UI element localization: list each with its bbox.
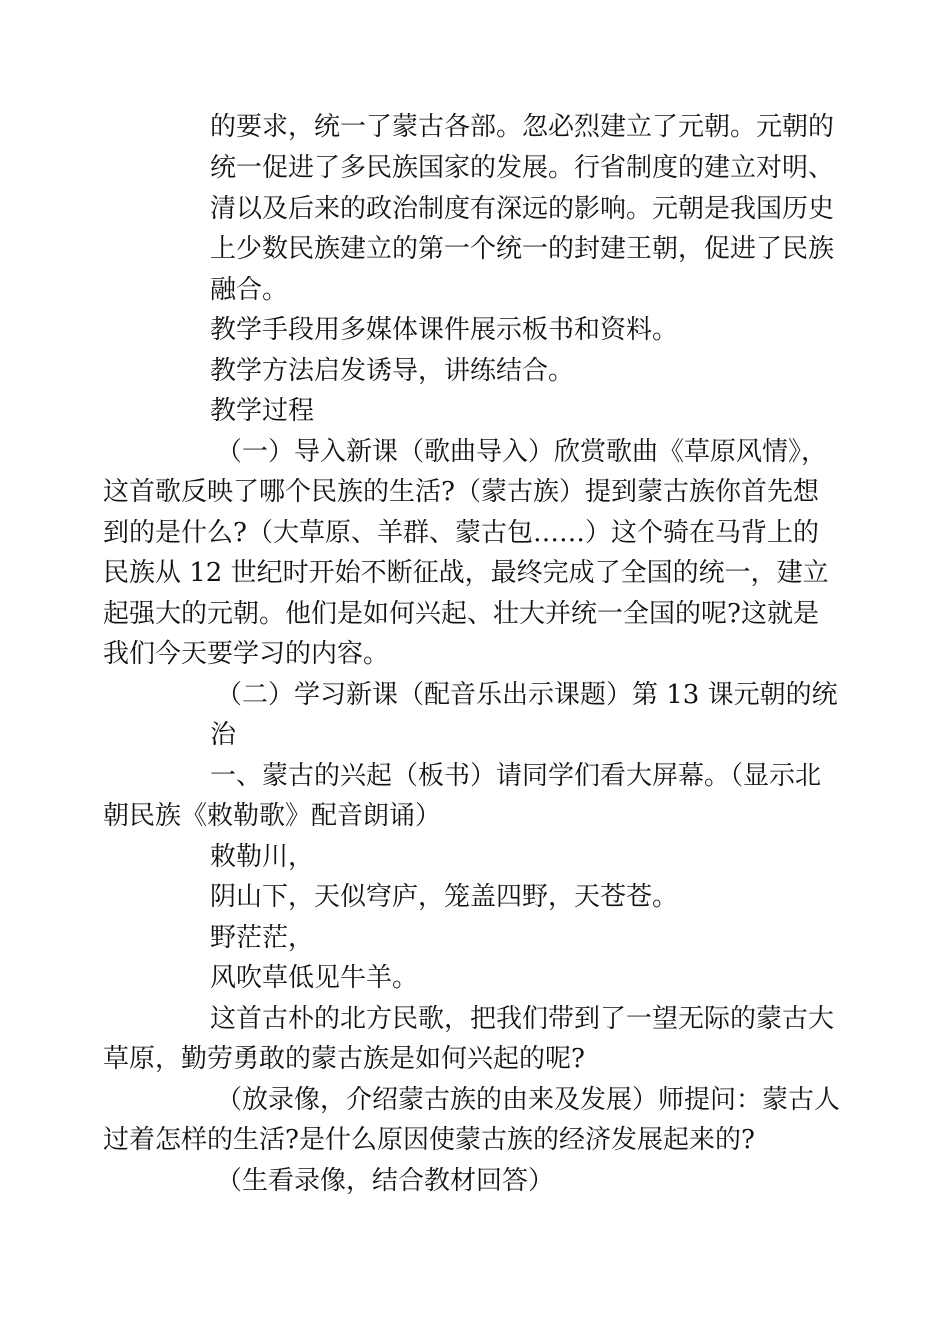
text-line: 治 [210, 720, 237, 750]
text-line: 一、蒙古的兴起（板书）请同学们看大屏幕。（显示北 [210, 761, 822, 791]
text-line: 融合。 [210, 275, 289, 305]
poem-line: 敕勒川， [210, 842, 315, 872]
text-line: 到的是什么?（大草原、羊群、蒙古包……）这个骑在马背上的 [103, 518, 819, 548]
text-line: 教学方法启发诱导，讲练结合。 [210, 356, 575, 386]
text-line: 清以及后来的政治制度有深远的影响。元朝是我国历史 [210, 194, 835, 224]
text-line: （生看录像，结合教材回答） [216, 1166, 555, 1196]
section-heading: 教学过程 [210, 396, 315, 426]
text-line: 朝民族《敕勒歌》配音朗诵） [103, 801, 442, 831]
text-line: 过着怎样的生活?是什么原因使蒙古族的经济发展起来的? [103, 1125, 755, 1155]
text-line: 我们今天要学习的内容。 [103, 639, 390, 669]
text-line: 起强大的元朝。他们是如何兴起、壮大并统一全国的呢?这就是 [103, 599, 819, 629]
text-line: 草原，勤劳勇敢的蒙古族是如何兴起的呢? [103, 1044, 585, 1074]
text-line: 这首古朴的北方民歌，把我们带到了一望无际的蒙古大 [210, 1004, 835, 1034]
text-line: 的要求，统一了蒙古各部。忽必烈建立了元朝。元朝的 [210, 112, 835, 142]
text-line: 上少数民族建立的第一个统一的封建王朝，促进了民族 [210, 234, 835, 264]
text-line: 教学手段用多媒体课件展示板书和资料。 [210, 315, 679, 345]
text-line: 这首歌反映了哪个民族的生活?（蒙古族）提到蒙古族你首先想 [103, 477, 819, 507]
text-line: （一）导入新课（歌曲导入）欣赏歌曲《草原风情》， [216, 437, 828, 467]
text-line: （放录像，介绍蒙古族的由来及发展）师提问：蒙古人 [216, 1085, 841, 1115]
poem-line: 野茫茫， [210, 923, 315, 953]
text-line: 民族从 12 世纪时开始不断征战，最终完成了全国的统一，建立 [103, 558, 829, 588]
text-line: 统一促进了多民族国家的发展。行省制度的建立对明、 [210, 153, 835, 183]
text-line: （二）学习新课（配音乐出示课题）第 13 课元朝的统 [216, 680, 838, 710]
poem-line: 阴山下，天似穹庐，笼盖四野，天苍苍。 [210, 882, 679, 912]
poem-line: 风吹草低见牛羊。 [210, 963, 419, 993]
